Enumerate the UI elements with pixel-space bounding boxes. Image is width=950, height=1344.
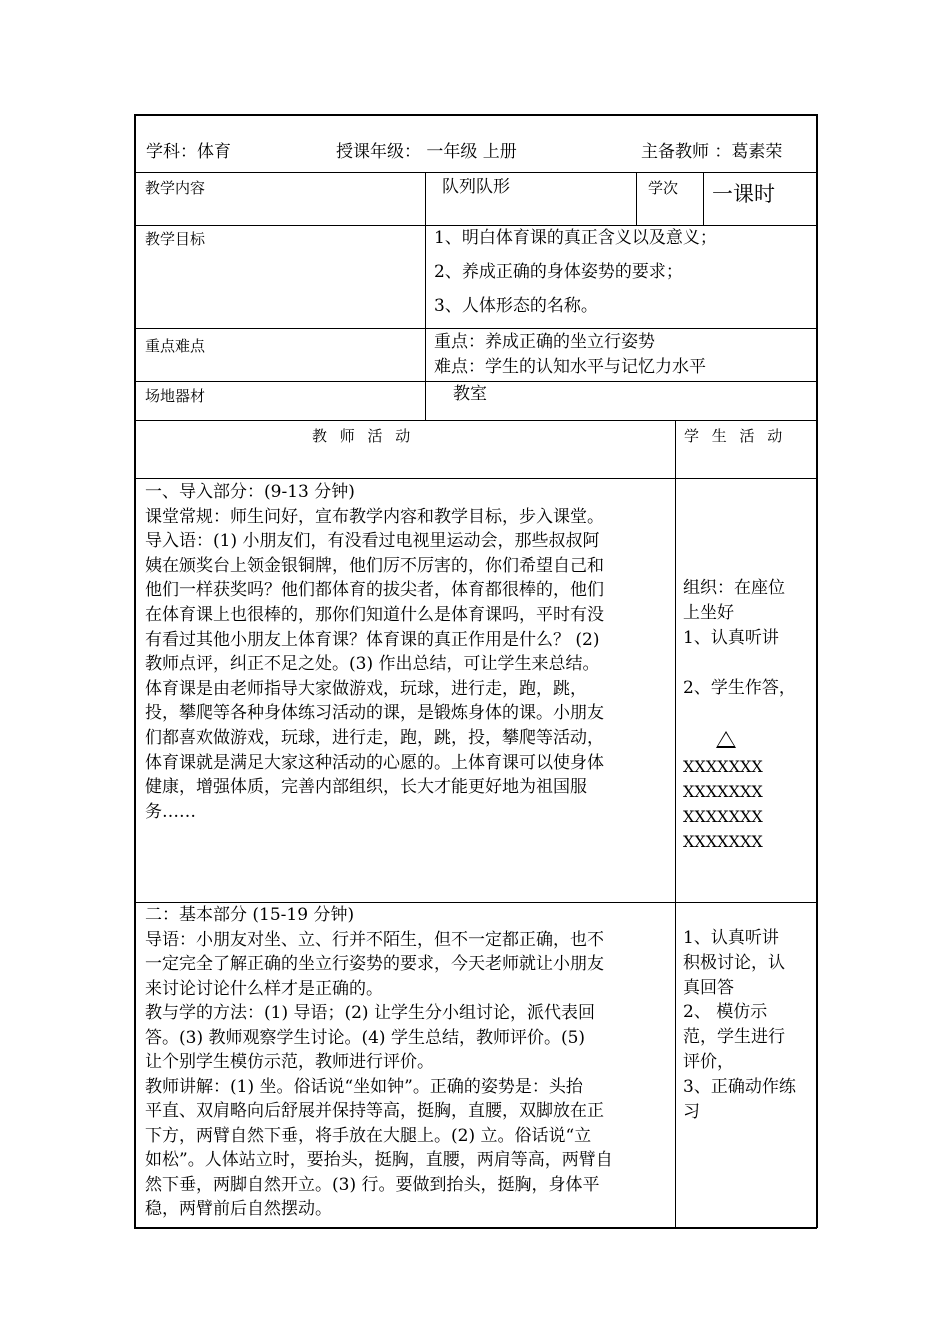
text-line: 积极讨论，认 [683, 953, 785, 973]
teacher-label: 主备教师 ：葛素荣 [641, 142, 783, 162]
period-value: 一课时 [712, 182, 775, 206]
row-divider [134, 420, 817, 421]
text-line: 投，攀爬等各种身体练习活动的课，是锻炼身体的课。小朋友 [145, 703, 604, 724]
teacher-position-triangle-icon [716, 731, 736, 748]
table-border-right [816, 114, 818, 1228]
text-line: 健康，增强体质，完善内部组织，长大才能更好地为祖国服 [145, 777, 587, 798]
text-line: 在体育课上也很棒的，那你们知道什么是体育课吗，平时有没 [145, 605, 604, 625]
text-line: 答。(3) 教师观察学生讨论。(4) 学生总结，教师评价。(5) [145, 1027, 586, 1048]
table-border-top [134, 114, 817, 116]
col-divider [703, 172, 704, 226]
col-divider [425, 172, 426, 421]
text-line: 体育课就是满足大家这种活动的心愿的。上体育课可以使身体 [145, 752, 604, 773]
text-line: 来讨论讨论什么样才是正确的。 [145, 978, 383, 999]
formation-row: XXXXXXX [683, 807, 763, 826]
row-divider [134, 328, 817, 329]
text-line: 课堂常规：师生问好，宣布教学内容和教学目标，步入课堂。 [145, 506, 604, 527]
text-line: 2、学生作答， [683, 678, 796, 698]
goal-item: 2、养成正确的身体姿势的要求； [434, 262, 683, 282]
text-line: 稳，两臂前后自然摆动。 [145, 1199, 332, 1219]
text-line: 一、导入部分：(9-13 分钟) [145, 482, 355, 502]
col-divider [675, 420, 676, 1228]
formation-row: XXXXXXX [683, 757, 763, 776]
table-border-left [134, 114, 136, 1228]
text-line: 1、认真听讲 [683, 628, 779, 648]
subject-label: 学科：体育 [146, 142, 231, 162]
key-point: 难点：学生的认知水平与记忆力水平 [434, 357, 706, 377]
text-line: 姨在颁奖台上领金银铜牌，他们厉不厉害的，你们希望自己和 [145, 555, 604, 576]
venue-value: 教室 [453, 384, 487, 404]
text-line: 他们一样获奖吗？他们都体育的拔尖者，体育都很棒的，他们 [145, 580, 604, 601]
text-line: 习 [683, 1102, 700, 1122]
text-line: 教与学的方法：(1) 导语；(2) 让学生分小组讨论，派代表回 [145, 1003, 595, 1023]
text-line: 教师点评，纠正不足之处。(3) 作出总结，可让学生来总结。 [145, 654, 600, 675]
text-line: 评价， [683, 1052, 734, 1072]
text-line: 体育课是由老师指导大家做游戏，玩球，进行走，跑，跳， [145, 678, 587, 699]
text-line: 有看过其他小朋友上体育课？体育课的真正作用是什么？ (2) [145, 629, 600, 650]
row-divider [134, 172, 817, 173]
goal-item: 3、人体形态的名称。 [434, 296, 598, 316]
text-line: 组织：在座位 [683, 578, 785, 598]
text-line: 1、认真听讲 [683, 928, 779, 948]
text-line: 一定完全了解正确的坐立行姿势的要求，今天老师就让小朋友 [145, 954, 604, 974]
text-line: 范，学生进行 [683, 1027, 785, 1047]
text-line: 务…… [145, 801, 196, 822]
teacher-activity-header: 教 师 活 动 [312, 427, 415, 445]
text-line: 3、正确动作练 [683, 1077, 796, 1097]
text-line: 二：基本部分 (15-19 分钟) [145, 905, 355, 925]
content-value: 队列队形 [442, 177, 510, 197]
col-divider [636, 172, 637, 226]
text-line: 导入语：(1) 小朋友们，有没看过电视里运动会，那些叔叔阿 [145, 531, 600, 552]
goal-label: 教学目标 [145, 230, 206, 248]
text-line: 让个别学生模仿示范，教师进行评价。 [145, 1052, 434, 1072]
key-label: 重点难点 [145, 337, 206, 355]
text-line: 真回答 [683, 978, 734, 998]
formation-row: XXXXXXX [683, 832, 763, 851]
text-line: 如松”。人体站立时，要抬头，挺胸，直腰，两肩等高，两臂自 [145, 1150, 613, 1170]
grade-label: 授课年级： 一年级 上册 [336, 142, 517, 162]
text-line: 2、 模仿示 [683, 1002, 768, 1022]
text-line: 然下垂，两脚自然开立。(3) 行。要做到抬头，挺胸，身体平 [145, 1174, 600, 1195]
text-line: 平直、双肩略向后舒展并保持等高，挺胸，直腰，双脚放在正 [145, 1101, 604, 1121]
text-line: 教师讲解：(1) 坐。俗话说“坐如钟”。正确的姿势是：头抬 [145, 1076, 583, 1097]
content-label: 教学内容 [145, 179, 206, 197]
goal-item: 1、明白体育课的真正含义以及意义； [434, 228, 717, 248]
student-activity-header: 学 生 活 动 [684, 427, 787, 445]
period-label: 学次 [648, 179, 679, 197]
key-point: 重点：养成正确的坐立行姿势 [434, 332, 655, 352]
text-line: 上坐好 [683, 603, 734, 623]
row-divider [134, 478, 817, 479]
text-line: 下方，两臂自然下垂，将手放在大腿上。(2) 立。俗话说“立 [145, 1125, 592, 1146]
table-border-bottom [134, 1227, 817, 1229]
venue-label: 场地器材 [145, 387, 206, 405]
formation-row: XXXXXXX [683, 782, 763, 801]
text-line: 们都喜欢做游戏，玩球，进行走，跑，跳，投，攀爬等活动， [145, 728, 604, 748]
text-line: 导语：小朋友对坐、立、行并不陌生，但不一定都正确，也不 [145, 929, 604, 950]
